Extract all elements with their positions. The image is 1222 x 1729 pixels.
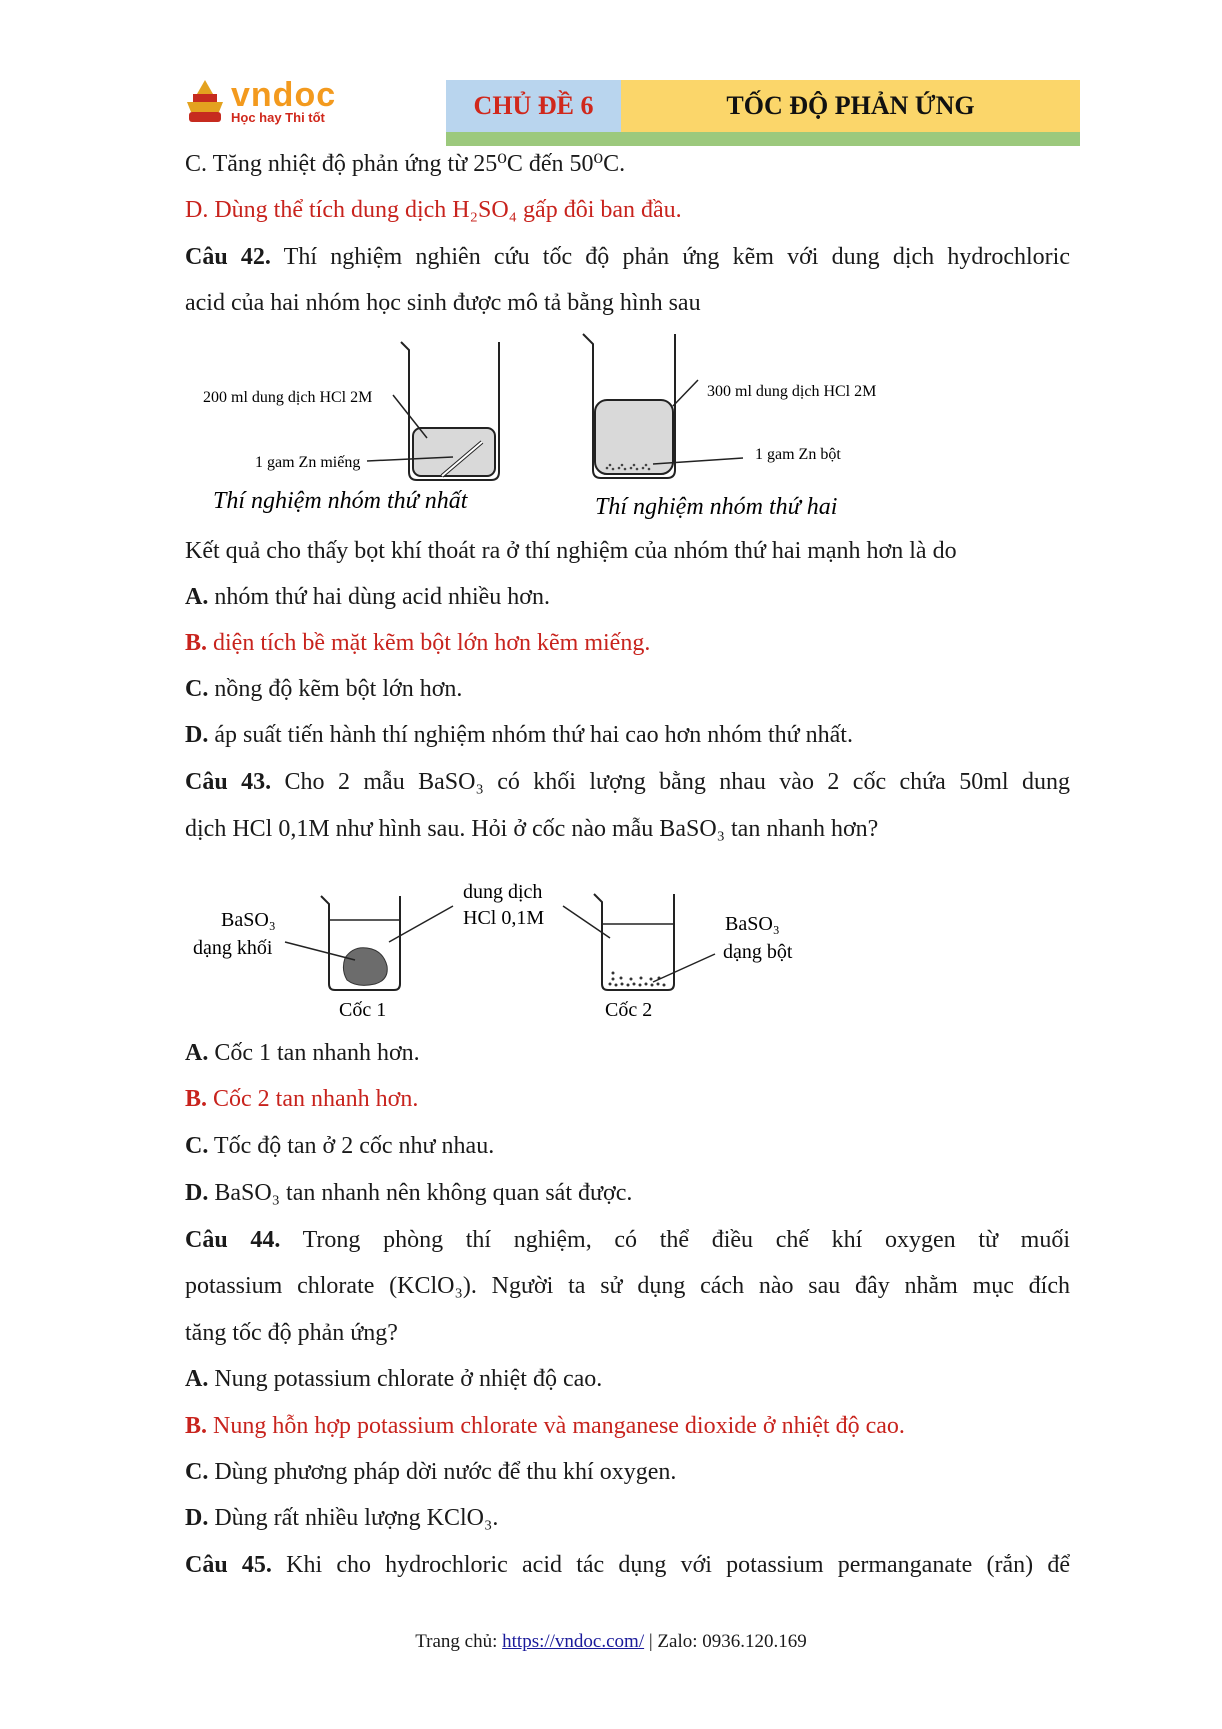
q44-option-b: B. Nung hỗn hợp potassium chlorate và manganese dioxide ở nhiệt độ cao.	[185, 1413, 905, 1439]
svg-text:Thí nghiệm nhóm thứ hai: Thí nghiệm nhóm thứ hai	[595, 494, 838, 520]
svg-text:300 ml dung dịch HCl 2M: 300 ml dung dịch HCl 2M	[707, 383, 877, 400]
footer-prefix: Trang chủ:	[415, 1631, 503, 1652]
q44-stem-line1: Câu 44. Trong phòng thí nghiệm, có thể điều chế khí oxygen từ muối	[185, 1227, 1070, 1253]
logo-slogan: Học hay Thi tốt	[231, 110, 325, 125]
q45-stem-line1: Câu 45. Khi cho hydrochloric acid tác dụng với potassium permanganate (rắn) để	[185, 1552, 1070, 1578]
q41-option-c: C. Tăng nhiệt độ phản ứng từ 25⁰C đến 50⁰C.	[185, 151, 626, 177]
q44-option-d: D. Dùng rất nhiều lượng KClO₃.	[185, 1505, 499, 1531]
homepage-link[interactable]: https://vndoc.com/	[502, 1631, 645, 1652]
svg-text:BaSO₃: BaSO₃	[221, 909, 276, 931]
page-header	[183, 74, 1080, 146]
page-footer	[0, 1631, 1222, 1653]
svg-text:Thí nghiệm nhóm thứ nhất: Thí nghiệm nhóm thứ nhất	[213, 488, 468, 514]
q43-figure	[185, 880, 825, 1025]
q42-option-c: C. nồng độ kẽm bột lớn hơn.	[185, 676, 463, 702]
svg-text:HCl 0,1M: HCl 0,1M	[463, 907, 545, 929]
svg-text:dạng bột: dạng bột	[723, 941, 793, 963]
q42-result: Kết quả cho thấy bọt khí thoát ra ở thí nghiệm của nhóm thứ hai mạnh hơn là do	[185, 538, 957, 564]
q43-option-b: B. Cốc 2 tan nhanh hơn.	[185, 1086, 419, 1112]
q44-stem-line2: potassium chlorate (KClO₃). Người ta sử dụng cách nào sau đây nhằm mục đích	[185, 1273, 1070, 1299]
svg-text:Cốc 2: Cốc 2	[605, 999, 653, 1021]
q43-option-a: A. Cốc 1 tan nhanh hơn.	[185, 1040, 420, 1066]
q43-stem-line1: Câu 43. Cho 2 mẫu BaSO₃ có khối lượng bằng nhau vào 2 cốc chứa 50ml dung	[185, 769, 1071, 795]
q42-stem-line2: acid của hai nhóm học sinh được mô tả bằng hình sau	[185, 290, 701, 316]
q42-option-b: B. diện tích bề mặt kẽm bột lớn hơn kẽm miếng.	[185, 630, 651, 656]
q42-figure	[195, 330, 915, 520]
header-divider	[446, 132, 1080, 146]
svg-text:BaSO₃: BaSO₃	[725, 913, 780, 935]
q42-option-d: D. áp suất tiến hành thí nghiệm nhóm thứ hai cao hơn nhóm thứ nhất.	[185, 722, 853, 748]
svg-text:1 gam Zn miếng: 1 gam Zn miếng	[255, 454, 361, 471]
q41-option-d: D. Dùng thể tích dung dịch H₂SO₄ gấp đôi ban đầu.	[185, 197, 682, 223]
q44-stem-line3: tăng tốc độ phản ứng?	[185, 1320, 398, 1346]
q43-option-d: D. BaSO₃ tan nhanh nên không quan sát được.	[185, 1180, 633, 1206]
logo-name: vndoc	[231, 76, 337, 114]
temple-icon	[183, 78, 227, 130]
q43-option-c: C. Tốc độ tan ở 2 cốc như nhau.	[185, 1133, 495, 1159]
vndoc-logo[interactable]	[183, 78, 443, 134]
svg-text:dung dịch: dung dịch	[463, 881, 543, 903]
q42-stem-line1: Câu 42. Thí nghiệm nghiên cứu tốc độ phản ứng kẽm với dung dịch hydrochloric	[185, 244, 1070, 270]
topic-label: CHỦ ĐỀ 6	[446, 80, 621, 132]
footer-contact: | Zalo: 0936.120.169	[644, 1631, 807, 1652]
svg-text:Cốc 1: Cốc 1	[339, 999, 387, 1021]
page-title: TỐC ĐỘ PHẢN ỨNG	[621, 80, 1080, 132]
svg-text:dạng khối: dạng khối	[193, 937, 273, 959]
svg-text:1 gam Zn bột: 1 gam Zn bột	[755, 446, 841, 463]
q44-option-c: C. Dùng phương pháp dời nước để thu khí oxygen.	[185, 1459, 677, 1485]
q44-option-a: A. Nung potassium chlorate ở nhiệt độ cao.	[185, 1366, 603, 1392]
q42-option-a: A. nhóm thứ hai dùng acid nhiều hơn.	[185, 584, 550, 610]
svg-text:200 ml dung dịch HCl 2M: 200 ml dung dịch HCl 2M	[203, 389, 373, 406]
q43-stem-line2: dịch HCl 0,1M như hình sau. Hỏi ở cốc nào mẫu BaSO₃ tan nhanh hơn?	[185, 816, 879, 842]
